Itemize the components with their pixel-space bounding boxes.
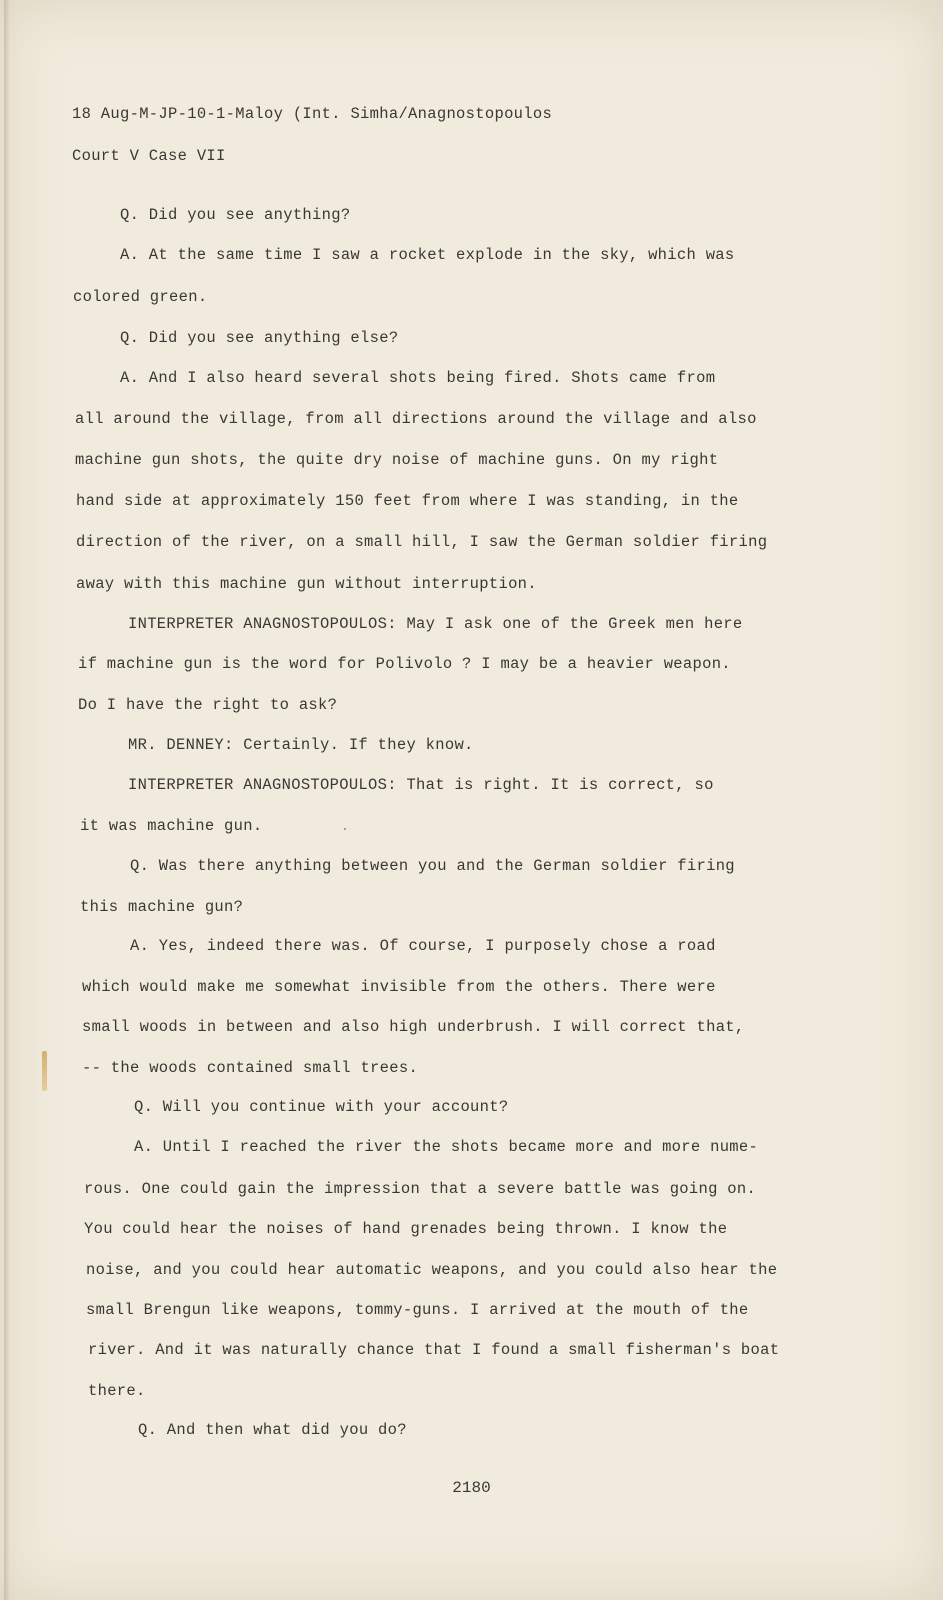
transcript-line: this machine gun? (80, 898, 244, 916)
transcript-line: A. Yes, indeed there was. Of course, I purposely chose a road (130, 937, 716, 955)
transcript-line: -- the woods contained small trees. (82, 1059, 419, 1077)
transcript-line: there. (88, 1382, 146, 1400)
header-court-case: Court V Case VII (72, 147, 226, 165)
paper-speck (344, 828, 346, 830)
transcript-line: away with this machine gun without interruption. (76, 575, 537, 593)
transcript-line: You could hear the noises of hand grenades being thrown. I know the (84, 1220, 728, 1238)
transcript-line: Q. And then what did you do? (138, 1421, 407, 1439)
transcript-line: if machine gun is the word for Polivolo ? I may be a heavier weapon. (78, 655, 731, 673)
transcript-line: Q. Was there anything between you and the German soldier firing (130, 857, 735, 875)
transcript-line: A. And I also heard several shots being fired. Shots came from (120, 369, 716, 387)
transcript-line: rous. One could gain the impression that a severe battle was going on. (84, 1180, 757, 1198)
transcript-line: A. Until I reached the river the shots became more and more nume- (134, 1138, 759, 1156)
transcript-line: which would make me somewhat invisible from the others. There were (82, 978, 716, 996)
transcript-line: noise, and you could hear automatic weapons, and you could also hear the (86, 1261, 778, 1279)
transcript-line: direction of the river, on a small hill, I saw the German soldier firing (76, 533, 768, 551)
header-reference-line: 18 Aug-M-JP-10-1-Maloy (Int. Simha/Anagnostopoulos (72, 105, 553, 123)
transcript-line: INTERPRETER ANAGNOSTOPOULOS: May I ask one of the Greek men here (128, 615, 743, 633)
transcript-line: Q. Will you continue with your account? (134, 1098, 509, 1116)
transcript-line: MR. DENNEY: Certainly. If they know. (128, 736, 474, 754)
transcript-line: hand side at approximately 150 feet from where I was standing, in the (76, 492, 739, 510)
page-number: 2180 (452, 1479, 491, 1497)
transcript-line: all around the village, from all directions around the village and also (75, 410, 757, 428)
transcript-line: INTERPRETER ANAGNOSTOPOULOS: That is right. It is correct, so (128, 776, 714, 794)
transcript-line: river. And it was naturally chance that I found a small fisherman's boat (88, 1341, 780, 1359)
binding-tape-mark (42, 1051, 47, 1091)
transcript-line: Do I have the right to ask? (78, 696, 338, 714)
transcript-line: Q. Did you see anything else? (120, 329, 399, 347)
transcript-line: Q. Did you see anything? (120, 206, 351, 224)
transcript-line: small Brengun like weapons, tommy-guns. I arrived at the mouth of the (86, 1301, 749, 1319)
transcript-line: colored green. (73, 288, 208, 306)
transcript-line: small woods in between and also high underbrush. I will correct that, (82, 1018, 745, 1036)
transcript-line: A. At the same time I saw a rocket explode in the sky, which was (120, 246, 735, 264)
transcript-line: machine gun shots, the quite dry noise of machine guns. On my right (75, 451, 719, 469)
transcript-line: it was machine gun. (80, 817, 263, 835)
